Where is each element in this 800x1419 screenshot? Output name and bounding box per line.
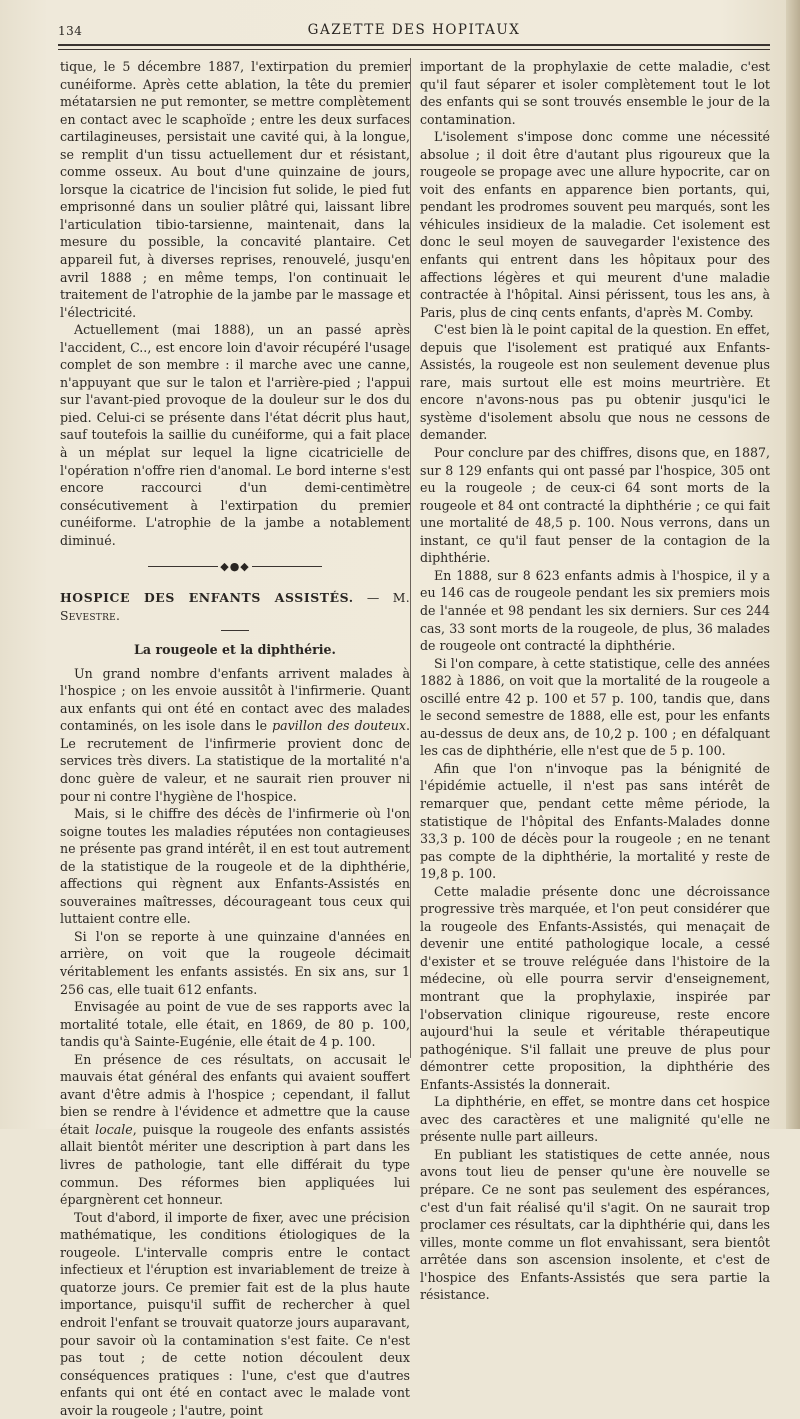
section-title: HOSPICE DES ENFANTS ASSISTÉS. [60,590,354,606]
column-divider [410,58,411,1058]
paragraph: Cette maladie présente donc une décroissance progressive très marquée, et l'on peut considérer que la rougeole des Enfants-Assistés, qui menaçait de devenir une entité pathologique locale, a cessé d'exister et se trouve reléguée dans l'histoire de la médecine, où elle pourra servir d'enseignement, montrant que la prophylaxie, inspirée par l'observation clinique rigoureuse, reste encore aujourd'hui la seule et véritable thérapeutique pathogénique. S'il fallait une preuve de plus pour démontrer cette proposition, la diphthérie des Enfants-Assistés la donnerait. [420,883,770,1092]
paragraph: Afin que l'on n'invoque pas la bénignité de l'épidémie actuelle, il n'est pas sans intérêt de remarquer que, pendant cette même période, la statistique de l'hôpital des Enfants-Malades donne 33,3 p. 100 de décès pour la rougeole ; en ne tenant pas compte de la diphthérie, la mortalité y reste de 19,8 p. 100. [420,760,770,882]
paragraph: tique, le 5 décembre 1887, l'extirpation du premier cunéiforme. Après cette ablation, la tête du premier métatarsien ne put remonter, se mettre complètement en contact avec le scaphoïde ; entre les deux surfaces cartilagineuses, persistait une cavité qui, à la longue, se remplit d'un tissu actuellement dur et résistant, comme osseux. Au bout d'une quinzaine de jours, lorsque la cicatrice de l'incision fut solide, le pied fut emprisonné dans un soulier plâtré qui, laissant libre l'articulation tibio-tarsienne, maintenait, dans la mesure du possible, la concavité plantaire. Cet appareil fut, à diverses reprises, renouvelé, jusqu'en avril 1888 ; en même temps, l'on continuait le traitement de l'atrophie de la jambe par le massage et l'électricité. [60,59,410,320]
paragraph: Un grand nombre d'enfants arrivent malades à l'hospice ; on les envoie aussitôt à l'infirmerie. Quant aux enfants qui ont été en contact avec des malades contaminés, on les isole dans le pavillon des douteux. Le recrutement de l'infirmerie provient donc de services très divers. La statistique de la mortalité n'a donc guère de valeur, et ne saurait rien prouver ni pour ni contre l'hygiène de l'hospice. [60,665,410,804]
italic-term: locale [95,1121,133,1137]
paragraph: En présence de ces résultats, on accusait le mauvais état général des enfants qui avaient souffert avant d'être admis à l'hospice ; cependant, il fallut bien se rendre à l'évidence et admettre que la cause était locale, puisque la rougeole des enfants assistés allait bientôt mériter une description à part dans les livres de pathologie, tant elle différait du type commun. Des réformes bien appliquées lui épargnèrent cet honneur. [60,1051,410,1208]
paragraph: La diphthérie, en effet, se montre dans cet hospice avec des caractères et une malignité qu'elle ne présente nulle part ailleurs. [420,1094,770,1145]
paragraph: L'isolement s'impose donc comme une nécessité absolue ; il doit être d'autant plus rigoureux que la rougeole se propage avec une allure hypocrite, car on voit des enfants en apparence bien portants, qui, pendant les prodromes souvent peu marqués, sont les véhicules insidieux de la maladie. Cet isolement est donc le seul moyen de sauvegarder l'existence des enfants qui entrent dans les hôpitaux pour des affections légères et qui meurent d'une maladie contractée à l'hôpital. Ainsi périssent, tous les ans, à Paris, plus de cinq cents enfants, d'après M. Comby. [420,129,770,320]
section-author: — M. Sevestre. [60,590,411,623]
running-title: GAZETTE DES HOPITAUX [307,22,521,38]
paragraph: Si l'on se reporte à une quinzaine d'années en arrière, on voit que la rougeole décimait véritablement les enfants assistés. En six ans, sur 1 256 cas, elle tuait 612 enfants. [60,928,410,997]
short-rule [221,630,249,631]
page-number: 134 [58,24,83,38]
page-header [58,22,770,44]
paragraph: important de la prophylaxie de cette maladie, c'est qu'il faut séparer et isoler complètement tout le lot des enfants qui se sont trouvés ensemble le jour de la contamination. [420,59,770,127]
section-heading [60,589,410,624]
article-subheading: La rougeole et la diphthérie. [134,642,336,658]
paragraph: Pour conclure par des chiffres, disons que, en 1887, sur 8 129 enfants qui ont passé par l'hospice, 305 ont eu la rougeole ; de ceux-ci 64 sont morts de la rougeole et 84 ont contracté la diphthérie ; ce qui fait une mortalité de 48,5 p. 100. Nous verrons, dans un instant, ce qu'il faut penser de la contagion de la diphthérie. [420,445,770,566]
section-separator: ◆●◆ [60,557,410,575]
right-column [420,58,770,1304]
paragraph: Si l'on compare, à cette statistique, celle des années 1882 à 1886, on voit que la mortalité de la rougeole a oscillé entre 42 p. 100 et 57 p. 100, tandis que, dans le second semestre de 1888, elle est, pour les enfants au-dessus de deux ans, de 10,2 p. 100 ; en défalquant les cas de diphthérie, elle n'est que de 5 p. 100. [420,655,770,759]
paragraph: C'est bien là le point capital de la question. En effet, depuis que l'isolement est pratiqué aux Enfants-Assistés, la rougeole est non seulement devenue plus rare, mais surtout elle est moins meurtrière. Et encore n'avons-nous pas pu obtenir jusqu'ici le système d'isolement absolu que nous ne cessons de demander. [420,322,770,443]
paragraph: En publiant les statistiques de cette année, nous avons tout lieu de penser qu'une ère nouvelle se prépare. Ce ne sont pas seulement des espérances, c'est d'un fait réalisé qu'il s'agit. On ne saurait trop proclamer ces résultats, car la diphthérie qui, dans les villes, monte comme un flot envahissant, sera bientôt arrêtée dans son ascension insolente, et c'est de l'hospice des Enfants-Assistés que sera partie la résistance. [420,1146,770,1303]
header-rule-thick [58,44,770,46]
page-edge [786,0,800,1129]
paragraph: En 1888, sur 8 623 enfants admis à l'hospice, il y a eu 146 cas de rougeole pendant les six premiers mois de l'année et 98 pendant les six derniers. Sur ces 244 cas, 33 sont morts de la rougeole, de plus, 36 malades de rougeole ont contracté la diphthérie. [420,567,770,654]
paragraph: Mais, si le chiffre des décès de l'infirmerie où l'on soigne toutes les maladies réputées non contagieuses ne présente pas grand intérêt, il en est tout autrement de la statistique de la rougeole et de la diphthérie, affections qui règnent aux Enfants-Assistés en souveraines maîtresses, décourageant tous ceux qui luttaient contre elle. [60,806,410,927]
paragraph: Tout d'abord, il importe de fixer, avec une précision mathématique, les conditions étiologiques de la rougeole. L'intervalle compris entre le contact infectieux et l'éruption est invariablement de treize à quatorze jours. Ce premier fait est de la plus haute importance, puisqu'il suffit de rechercher à quel endroit l'enfant se trouvait quatorze jours auparavant, pour savoir où la contamination s'est faite. Ce n'est pas tout ; de cette notion découlent deux conséquences pratiques : l'une, c'est que d'autres enfants qui ont été en contact avec le malade vont avoir la rougeole ; l'autre, point [60,1209,410,1418]
header-rule-thin [58,49,770,50]
left-column [60,58,410,1419]
italic-term: pavillon des douteux [272,718,406,734]
paragraph: Actuellement (mai 1888), un an passé après l'accident, C.., est encore loin d'avoir récupéré l'usage complet de son membre : il marche avec une canne, n'appuyant que sur le talon et l'arrière-pied ; l'appui sur l'avant-pied provoque de la douleur sur le dos du pied. Celui-ci se présente dans l'état décrit plus haut, sauf toutefois la saillie du cunéiforme, qui a fait place à un méplat sur lequel la ligne cicatricielle de l'opération n'offre rien d'anomal. Le bord interne s'est encore raccourci d'un demi-centimètre consécutivement à l'extirpation du premier cunéiforme. L'atrophie de la jambe a notablement diminué. [60,322,410,548]
paragraph: Envisagée au point de vue de ses rapports avec la mortalité totale, elle était, en 1869, de 80 p. 100, tandis qu'à Sainte-Eugénie, elle était de 4 p. 100. [60,999,410,1050]
